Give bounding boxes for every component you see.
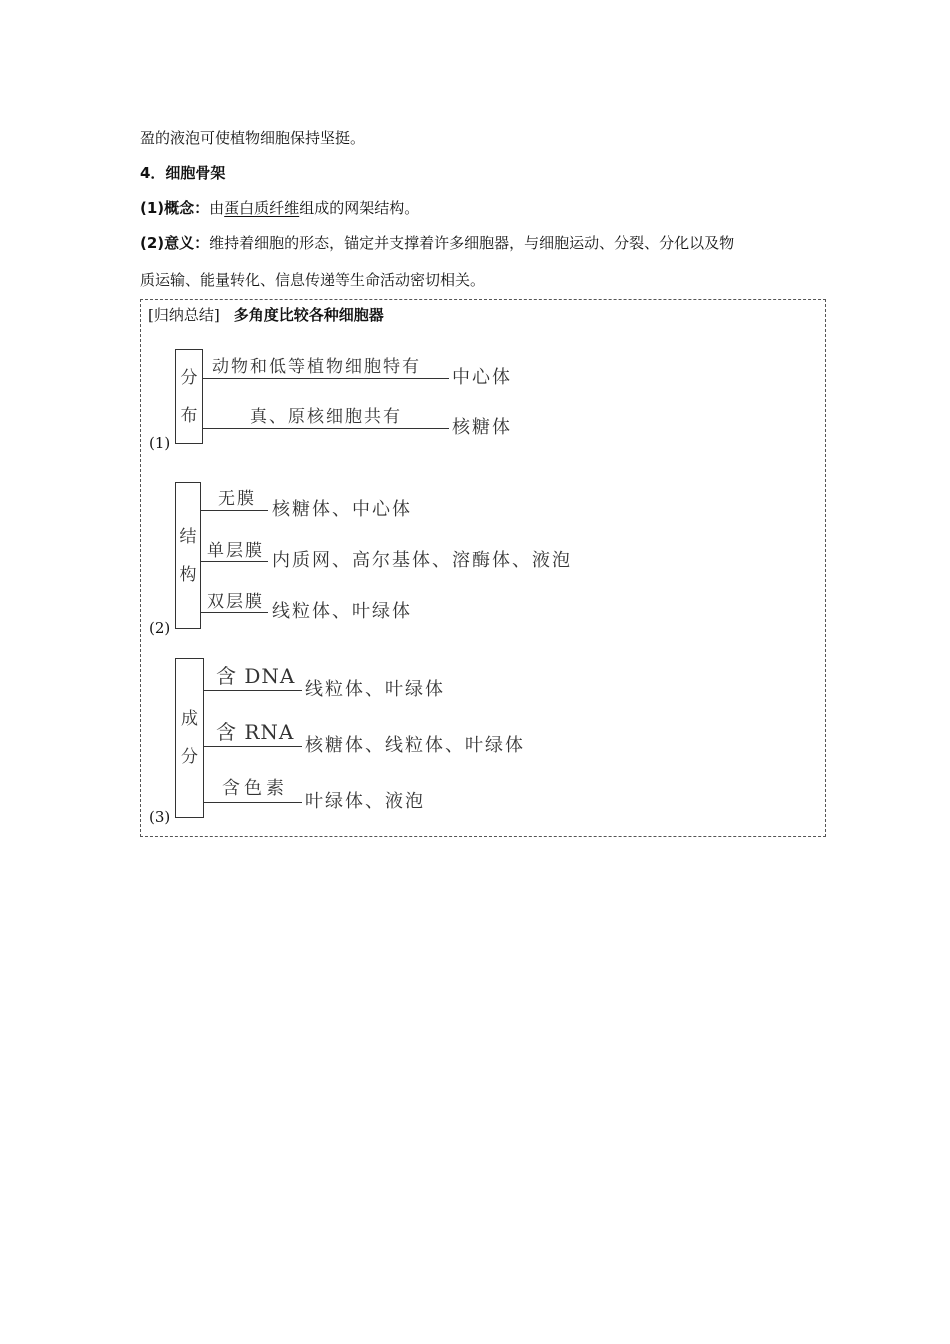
box-char: 分 xyxy=(181,747,198,767)
branch-label: 含 RNA xyxy=(216,720,295,744)
branch-result: 叶绿体、液泡 xyxy=(305,791,425,812)
summary-title: 多角度比较各种细胞器 xyxy=(233,306,384,324)
summary-tag: [归纳总结] xyxy=(148,306,220,324)
branch-label: 真、原核细胞共有 xyxy=(250,407,402,427)
meaning-text: 维持着细胞的形态，锚定并支撑着许多细胞器，与细胞运动、分裂、分化以及物 xyxy=(209,234,735,252)
branch-result: 核糖体 xyxy=(452,417,512,438)
paragraph-text: 盈的液泡可使植物细胞保持坚挺。 xyxy=(140,129,366,147)
group-number: (3) xyxy=(149,808,171,826)
branch-label: 单层膜 xyxy=(207,541,264,561)
branch-result: 中心体 xyxy=(452,367,512,388)
meaning-paragraph-cont xyxy=(140,270,485,290)
paragraph-line xyxy=(140,128,365,148)
heading-text: 4．细胞骨架 xyxy=(140,164,226,182)
box-char: 成 xyxy=(181,709,198,729)
branch-line xyxy=(203,428,449,429)
concept-label: (1)概念： xyxy=(140,199,210,217)
branch-result: 核糖体、线粒体、叶绿体 xyxy=(305,735,525,756)
concept-pre: 由 xyxy=(209,199,225,217)
group-box-structure xyxy=(175,482,201,629)
concept-post: 组成的网架结构。 xyxy=(299,199,420,217)
branch-line xyxy=(203,378,449,379)
branch-result: 核糖体、中心体 xyxy=(272,499,412,520)
branch-label: 双层膜 xyxy=(207,592,264,612)
meaning-label: (2)意义： xyxy=(140,234,210,252)
concept-underlined: 蛋白质纤维 xyxy=(224,199,300,217)
concept-paragraph xyxy=(140,198,419,218)
branch-line xyxy=(201,510,268,511)
branch-line xyxy=(204,802,302,803)
branch-label: 含色素 xyxy=(222,778,288,799)
branch-result: 内质网、高尔基体、溶酶体、液泡 xyxy=(272,550,572,571)
branch-line xyxy=(201,561,268,562)
box-char: 构 xyxy=(179,564,197,585)
branch-label: 无膜 xyxy=(218,489,256,509)
branch-line xyxy=(204,690,302,691)
section-heading xyxy=(140,163,225,183)
branch-label: 含 DNA xyxy=(216,664,296,688)
group-box-distribution xyxy=(175,349,203,444)
branch-line xyxy=(201,612,268,613)
group-box-composition xyxy=(175,658,204,818)
box-char: 分 xyxy=(180,367,198,388)
meaning-paragraph xyxy=(140,233,734,253)
branch-result: 线粒体、叶绿体 xyxy=(305,679,445,700)
box-char: 结 xyxy=(179,526,197,547)
meaning-text-cont: 质运输、能量转化、信息传递等生命活动密切相关。 xyxy=(140,271,486,289)
branch-line xyxy=(204,746,302,747)
branch-result: 线粒体、叶绿体 xyxy=(272,601,412,622)
group-number: (1) xyxy=(149,434,171,452)
group-number: (2) xyxy=(149,619,171,637)
branch-label: 动物和低等植物细胞特有 xyxy=(212,357,421,377)
summary-header xyxy=(148,305,384,325)
box-char: 布 xyxy=(180,405,198,426)
